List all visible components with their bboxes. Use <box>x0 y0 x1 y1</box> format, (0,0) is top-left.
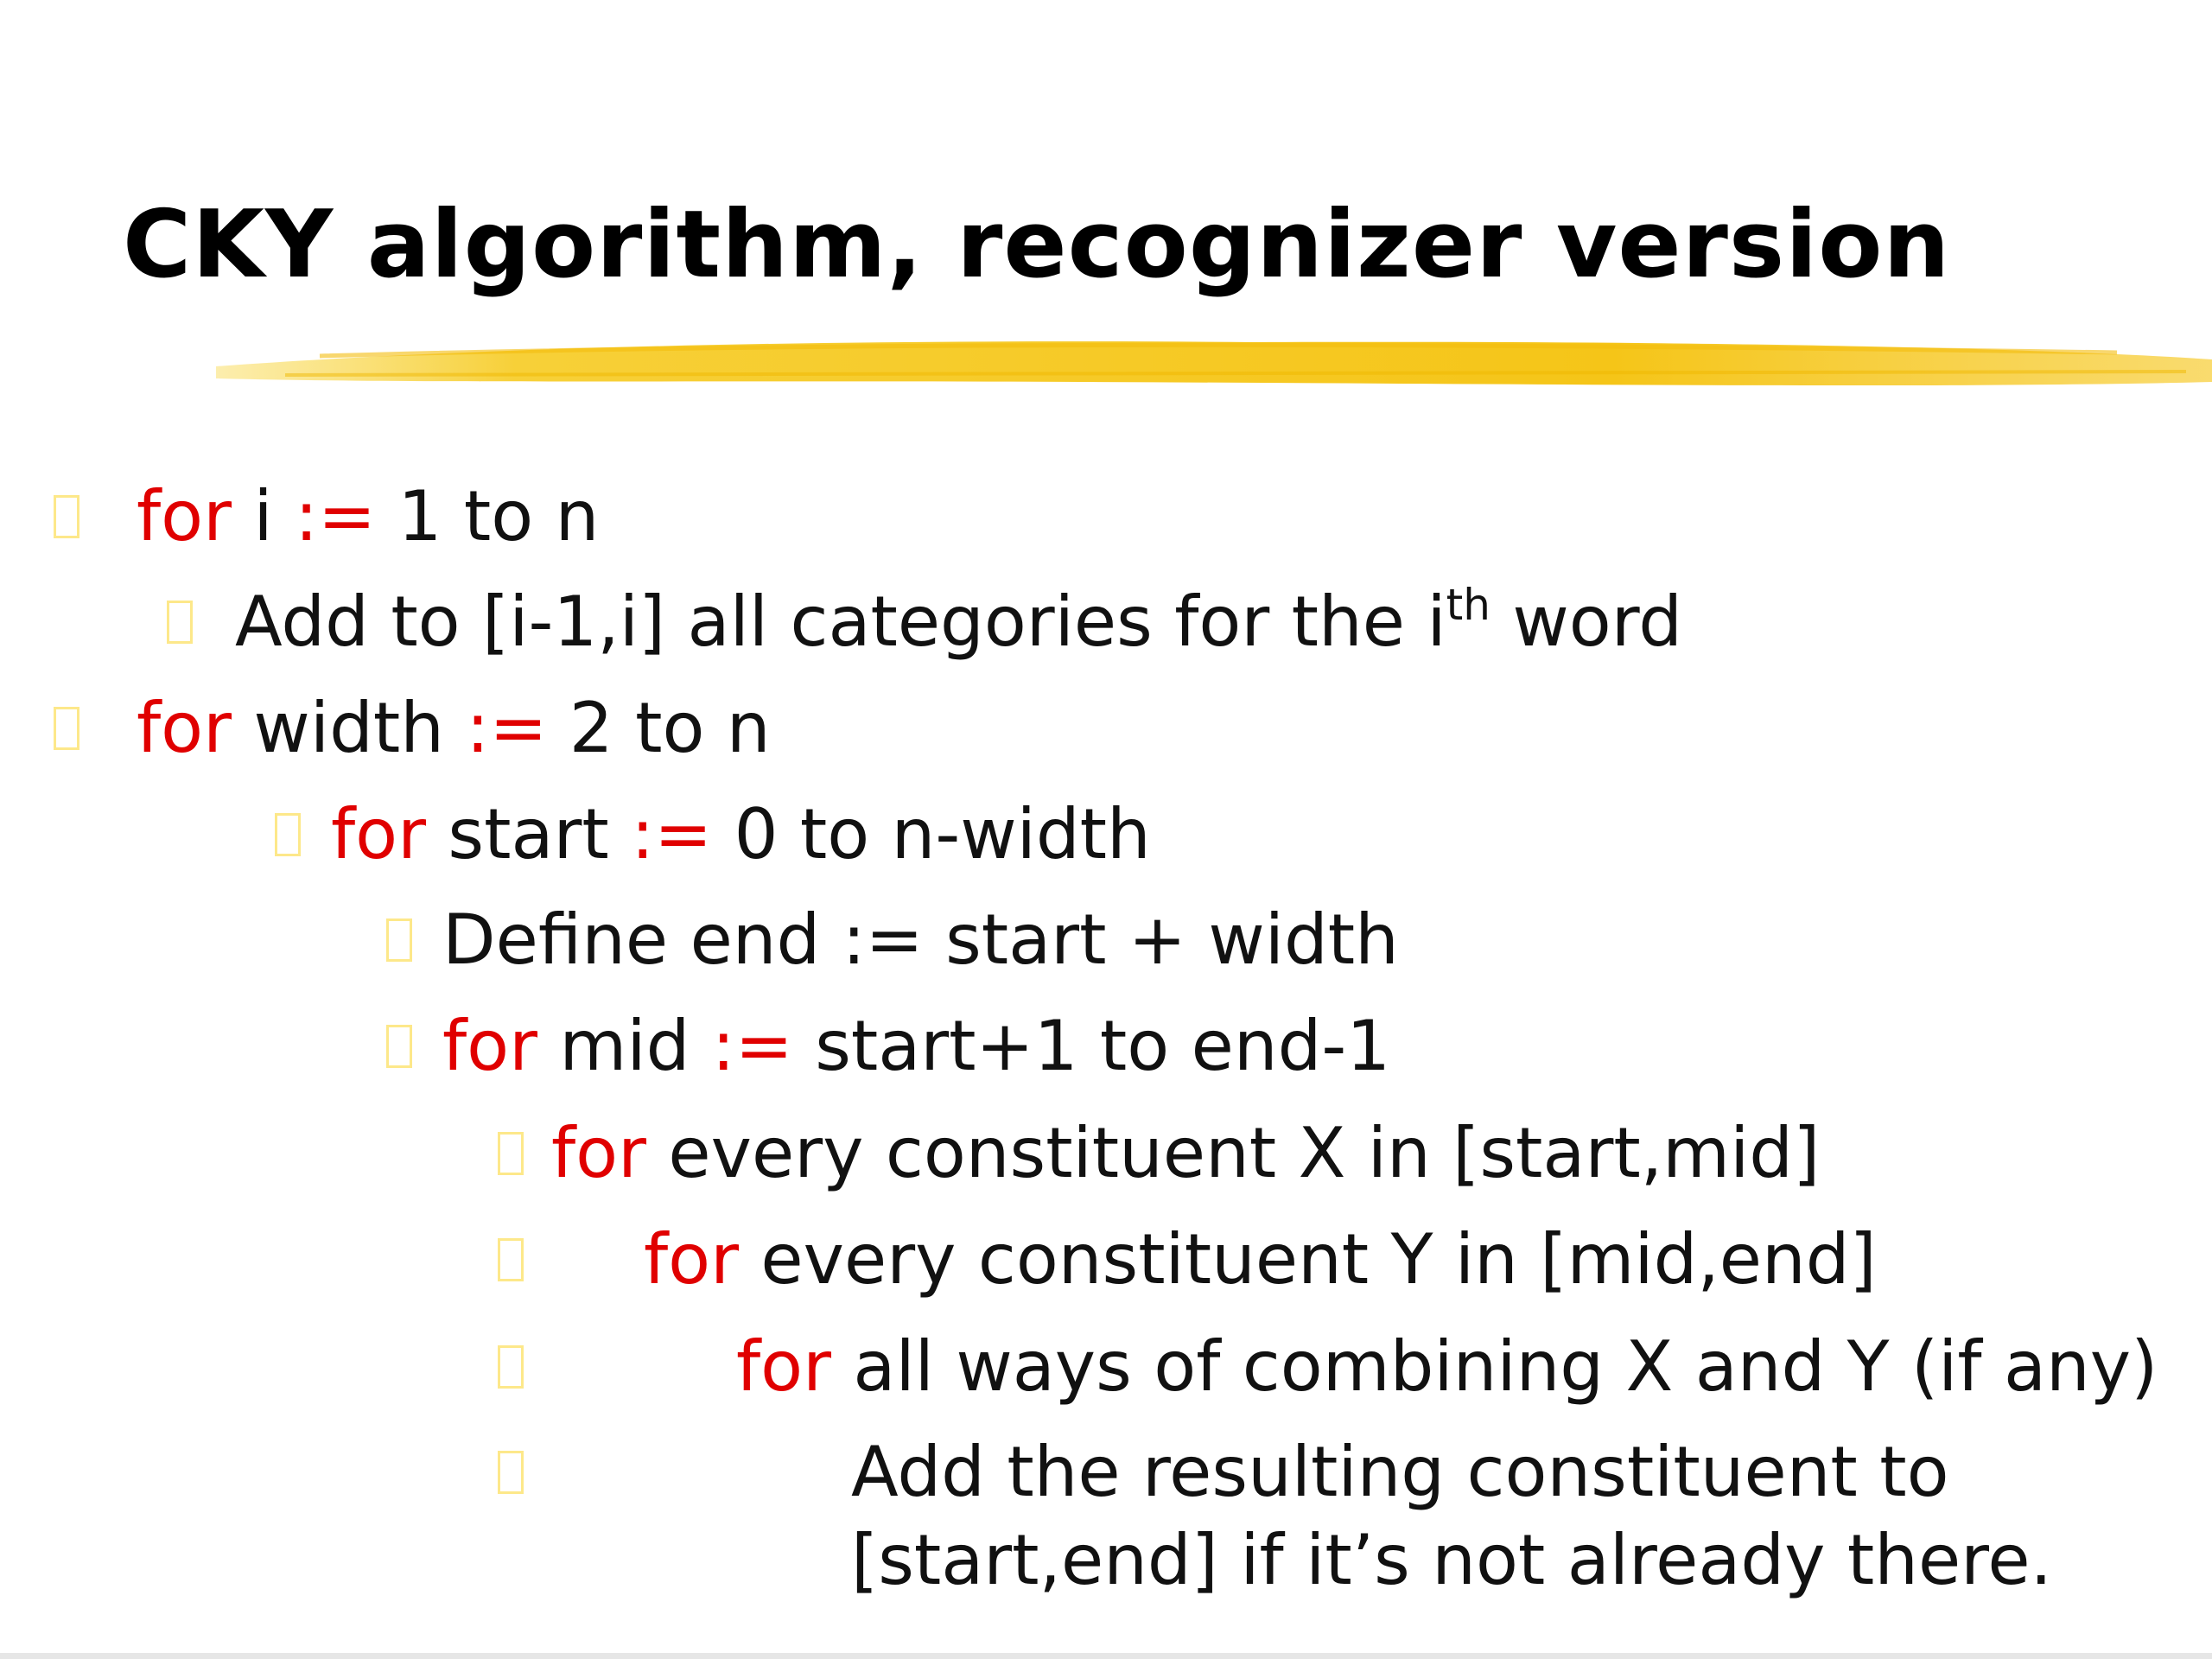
bullet-icon <box>498 1451 524 1494</box>
code-line-7: for every constituent X in [start,mid] <box>551 1113 1821 1193</box>
yellow-brush-stroke <box>216 321 2212 408</box>
code-line-6: for mid := start+1 to end-1 <box>442 1006 1391 1086</box>
code-line-11: [start,end] if it’s not already there. <box>851 1520 2052 1600</box>
code-line-5: Define end := start + width <box>442 899 1399 980</box>
bullet-icon <box>275 813 301 856</box>
code-line-2: Add to [i-1,i] all categories for the $i^{th}$ word <box>235 580 1682 662</box>
code-line-4: for start := 0 to n-width <box>331 794 1151 874</box>
bullet-icon <box>498 1345 524 1389</box>
code-line-9: for all ways of combining X and Y (if any) <box>736 1326 2158 1407</box>
bullet-icon <box>498 1132 524 1175</box>
bullet-icon <box>54 707 79 750</box>
code-line-8: for every constituent Y in [mid,end] <box>644 1219 1877 1300</box>
bullet-icon <box>386 918 412 962</box>
bullet-icon <box>498 1238 524 1281</box>
bullet-icon <box>386 1025 412 1068</box>
code-line-10: Add the resulting constituent to <box>851 1432 1949 1512</box>
bullet-icon <box>54 495 79 538</box>
bullet-icon <box>167 601 193 644</box>
code-line-1: for i := 1 to n <box>137 476 600 556</box>
bottom-divider <box>0 1653 2212 1659</box>
code-line-3: for width := 2 to n <box>137 688 771 768</box>
slide-title: CKY algorithm, recognizer version <box>123 191 1951 299</box>
